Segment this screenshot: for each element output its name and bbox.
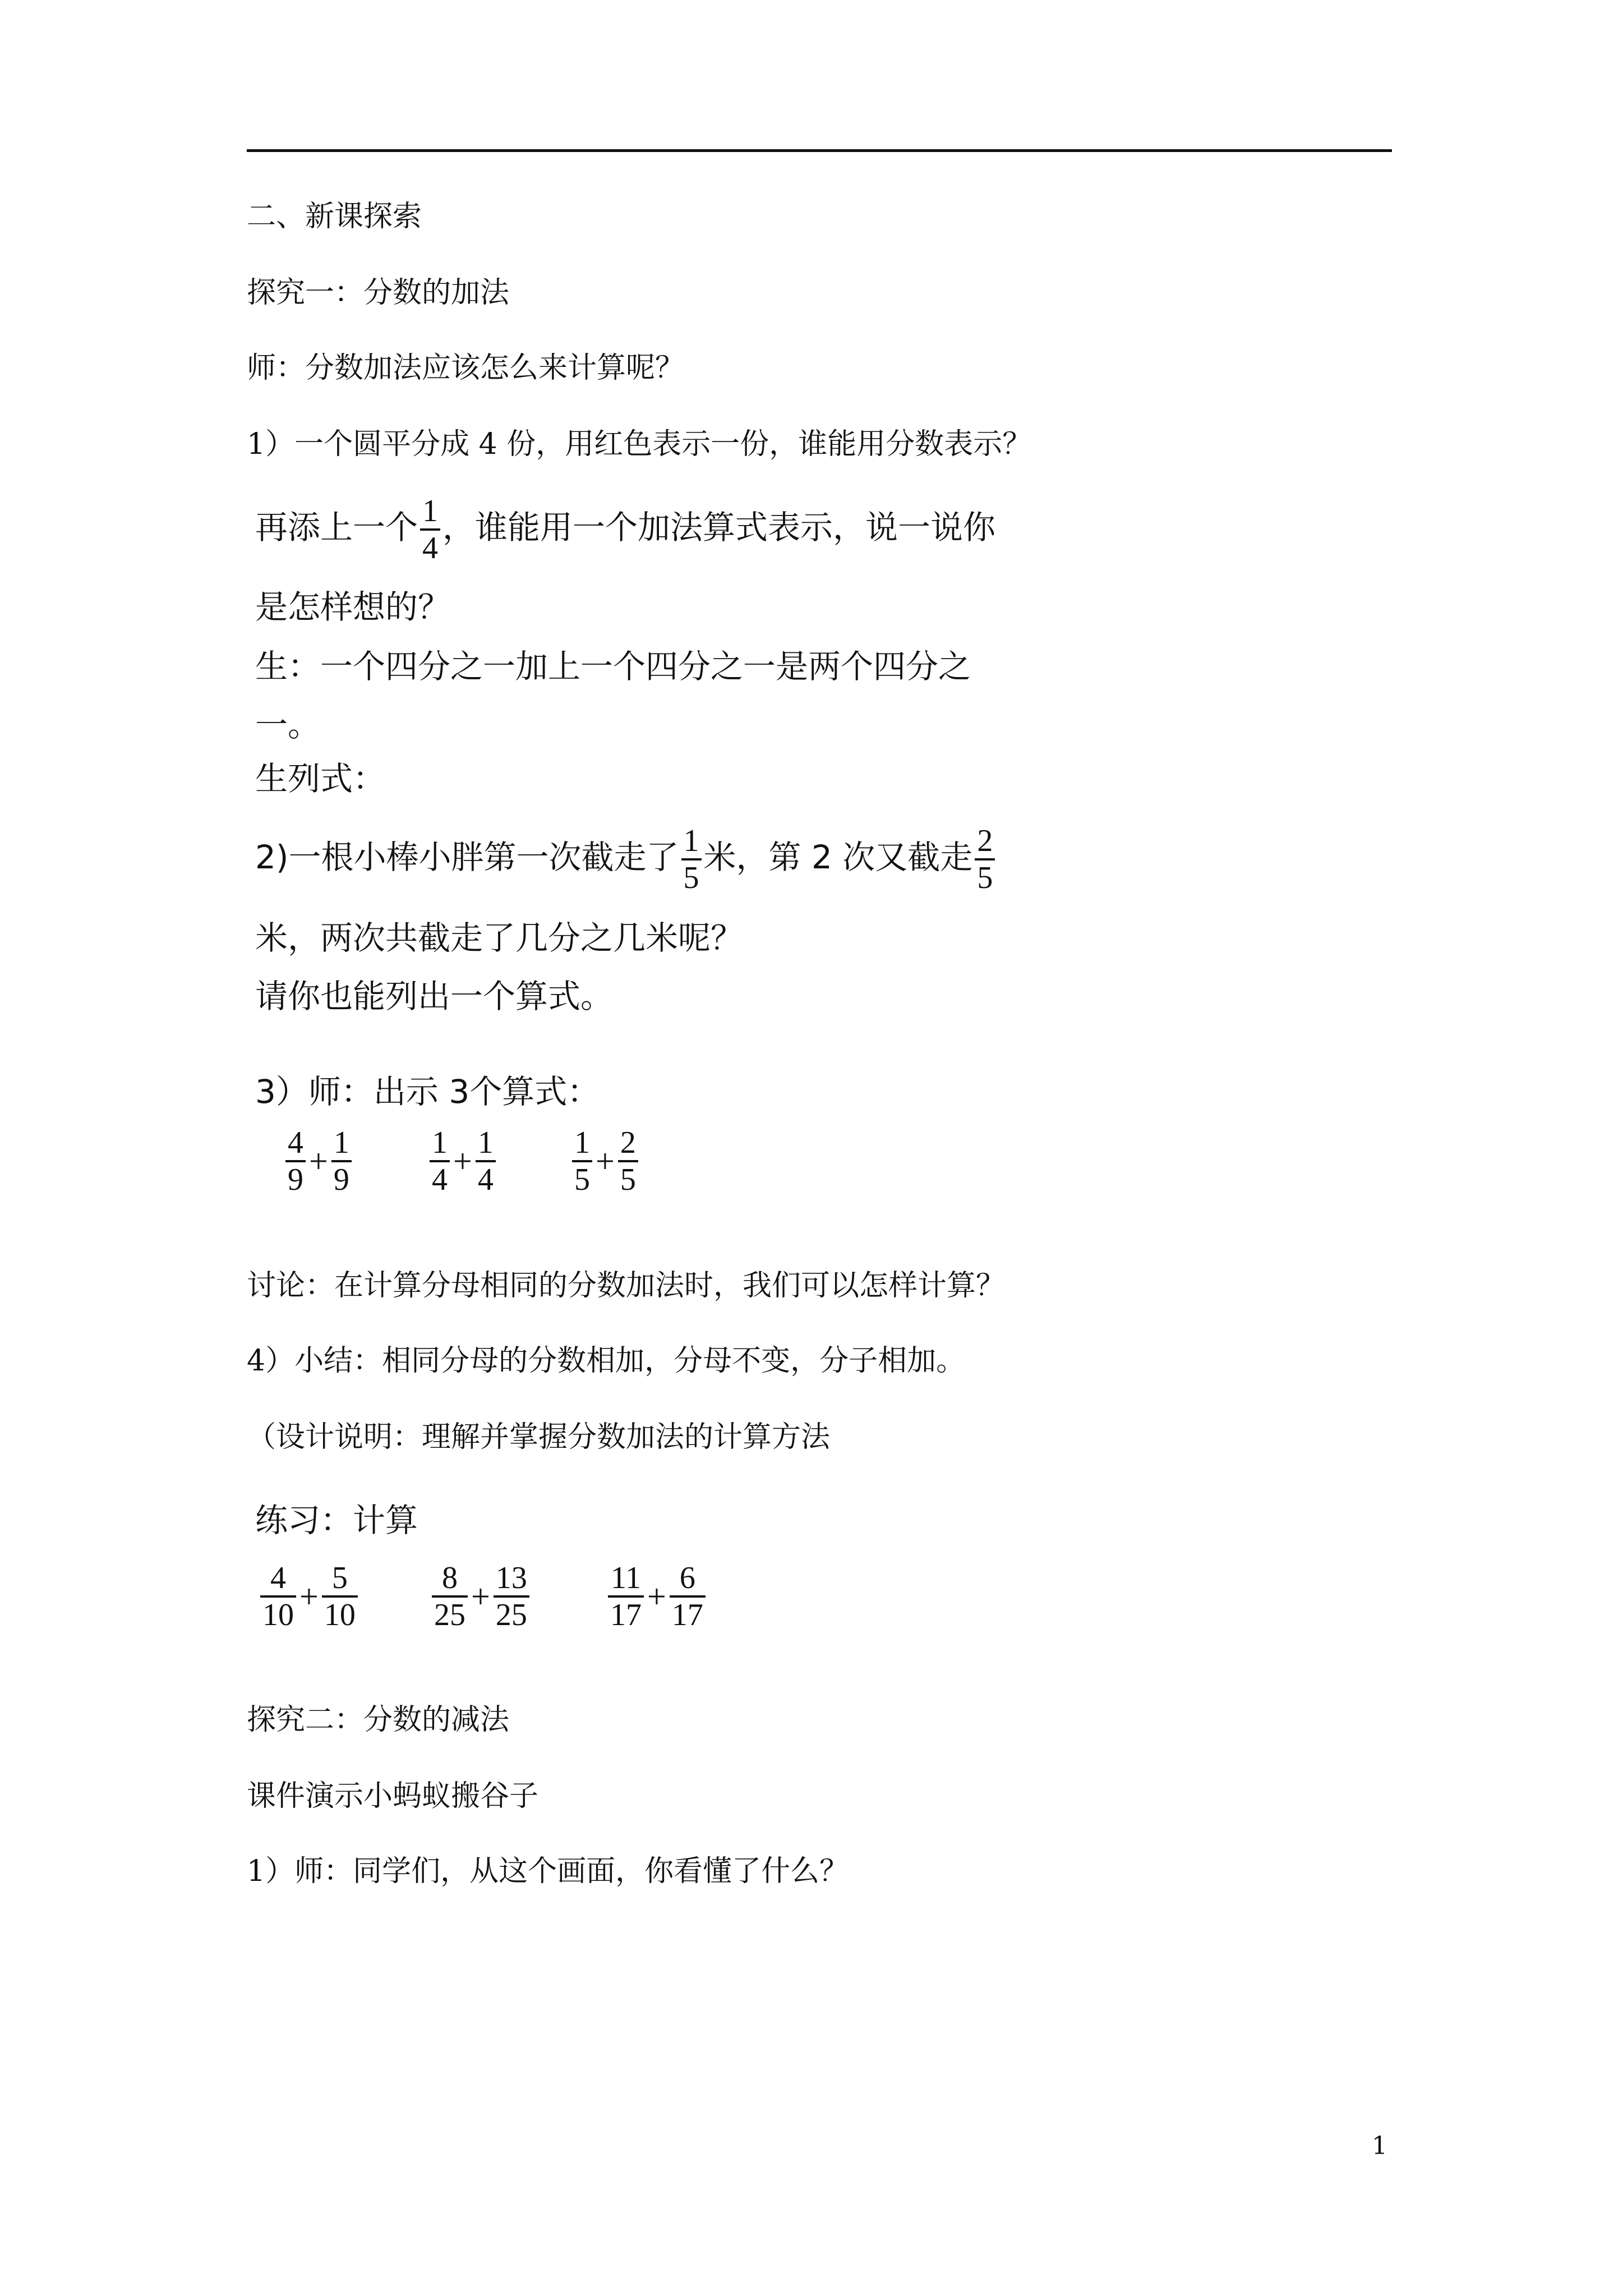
page-number: 1 [1372, 2132, 1387, 2160]
item3-text: 3）师：出示 3个算式： [255, 1073, 600, 1111]
fraction [681, 823, 702, 895]
practice-title: 练习：计算 [255, 1501, 418, 1539]
denominator: 5 [620, 1162, 636, 1197]
add-quarter-post: ，谁能用一个加法算式表示，说一说你 [442, 508, 996, 547]
student-line-2: 一。 [255, 706, 321, 744]
teacher-question-1: 师：分数加法应该怎么来计算呢？ [247, 351, 685, 385]
denominator: 4 [422, 531, 439, 565]
denominator: 25 [434, 1598, 465, 1632]
expression-3 [570, 1125, 640, 1197]
fraction [322, 1561, 358, 1632]
item2-pre: 2)一根小棒小胖第一次截走了 [255, 838, 679, 877]
plus-sign: + [453, 1142, 472, 1180]
expression-2 [427, 1125, 498, 1197]
numerator: 1 [331, 1125, 352, 1162]
fraction [432, 1561, 468, 1632]
denominator: 4 [432, 1162, 448, 1197]
explore2-title: 探究二：分数的减法 [247, 1703, 510, 1737]
fraction [260, 1561, 296, 1632]
section-heading: 二、新课探索 [247, 200, 422, 233]
fraction [430, 1125, 450, 1197]
denominator: 10 [324, 1598, 356, 1632]
explore1-title: 探究一：分数的加法 [247, 276, 510, 310]
numerator: 5 [322, 1561, 358, 1598]
item2-line [255, 823, 997, 895]
numerator: 2 [975, 823, 995, 861]
teacher-question-2: 1）师：同学们，从这个画面，你看懂了什么？ [247, 1855, 849, 1888]
plus-sign: + [596, 1142, 615, 1180]
denominator: 4 [477, 1162, 494, 1197]
denominator: 9 [288, 1162, 303, 1197]
summary: 4）小结：相同分母的分数相加，分母不变，分子相加。 [247, 1344, 966, 1378]
add-quarter-line [255, 494, 995, 565]
practice-expression-2 [430, 1561, 532, 1632]
numerator: 6 [670, 1561, 706, 1598]
denominator: 17 [671, 1598, 703, 1632]
add-quarter-line2: 是怎样想的？ [255, 588, 451, 626]
fraction [331, 1125, 352, 1197]
student-line-1: 生：一个四分之一加上一个四分之一是两个四分之 [255, 647, 971, 685]
numerator: 13 [494, 1561, 529, 1598]
numerator: 11 [608, 1561, 644, 1598]
fraction [285, 1125, 306, 1197]
numerator: 1 [420, 494, 440, 531]
add-quarter-pre: 再添上一个 [255, 508, 418, 547]
expression-1 [283, 1125, 354, 1197]
item2-mid: 米，第 2 次又截走 [703, 838, 973, 877]
item2-line3: 请你也能列出一个算式。 [255, 977, 614, 1015]
fraction [608, 1561, 644, 1632]
design-note: （设计说明：理解并掌握分数加法的计算方法 [247, 1420, 831, 1454]
denominator: 10 [262, 1598, 294, 1632]
plus-sign: + [471, 1577, 490, 1615]
fraction [572, 1125, 592, 1197]
numerator: 8 [432, 1561, 468, 1598]
practice-expression-3 [606, 1561, 708, 1632]
item2-line2: 米，两次共截走了几分之几米呢？ [255, 919, 744, 957]
fraction [420, 494, 440, 565]
fraction [476, 1125, 496, 1197]
student-list: 生列式： [255, 760, 386, 798]
numerator: 2 [618, 1125, 638, 1162]
practice-expression-1 [258, 1561, 360, 1632]
numerator: 1 [572, 1125, 592, 1162]
denominator: 5 [977, 861, 993, 895]
plus-sign: + [647, 1577, 666, 1615]
item1-text: 1）一个圆平分成 4 份，用红色表示一份，谁能用分数表示？ [247, 427, 1032, 461]
denominator: 17 [610, 1598, 642, 1632]
numerator: 1 [430, 1125, 450, 1162]
numerator: 4 [260, 1561, 296, 1598]
fraction [975, 823, 995, 895]
fraction [618, 1125, 638, 1197]
fraction [494, 1561, 529, 1632]
courseware-demo: 课件演示小蚂蚁搬谷子 [247, 1779, 539, 1813]
header-rule [247, 149, 1392, 152]
numerator: 1 [681, 823, 702, 861]
plus-sign: + [299, 1577, 319, 1615]
denominator: 5 [683, 861, 699, 895]
plus-sign: + [309, 1142, 328, 1180]
numerator: 4 [285, 1125, 306, 1162]
discussion: 讨论：在计算分母相同的分数加法时，我们可以怎样计算？ [247, 1269, 1006, 1303]
denominator: 5 [574, 1162, 590, 1197]
numerator: 1 [476, 1125, 496, 1162]
denominator: 25 [495, 1598, 527, 1632]
fraction [670, 1561, 706, 1632]
denominator: 9 [333, 1162, 349, 1197]
